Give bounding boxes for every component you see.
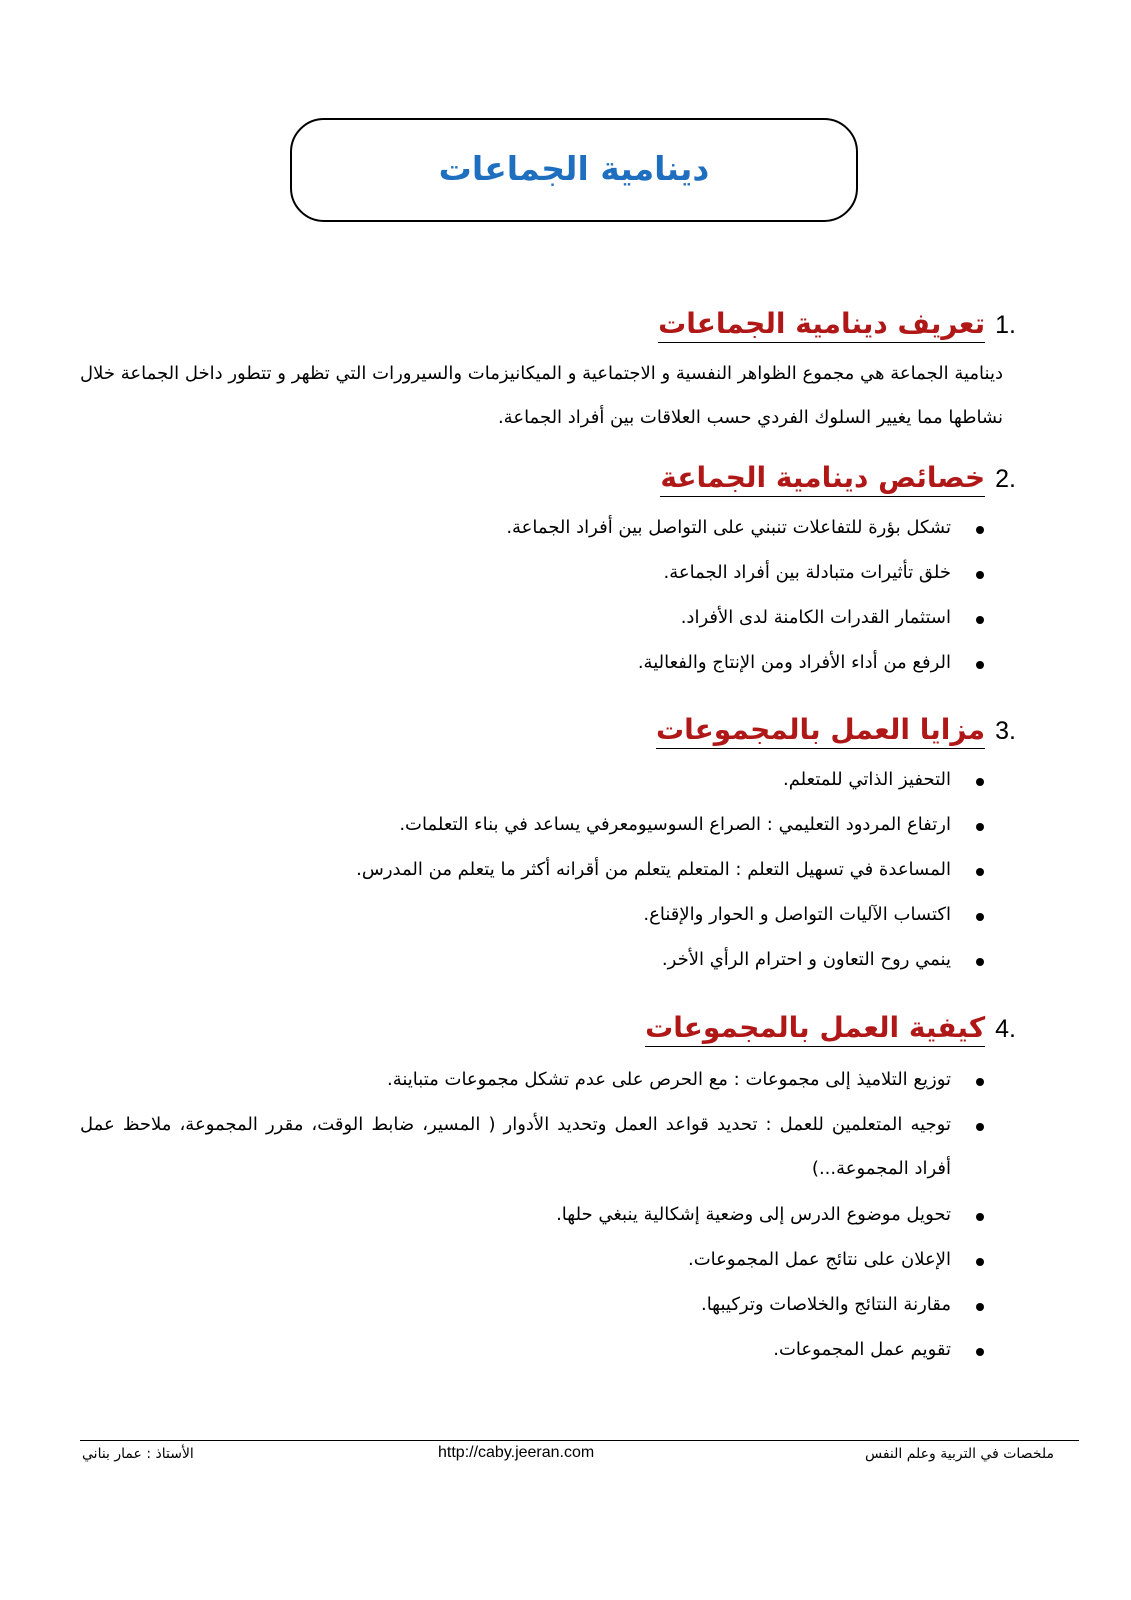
- section-2-list: [80, 506, 951, 686]
- bullet-icon: [976, 526, 984, 534]
- list-item: خلق تأثيرات متبادلة بين أفراد الجماعة.: [80, 551, 951, 596]
- list-item: التحفيز الذاتي للمتعلم.: [80, 758, 951, 803]
- list-item: تشكل بؤرة للتفاعلات تنبني على التواصل بين أفراد الجماعة.: [80, 506, 951, 551]
- list-item: المساعدة في تسهيل التعلم : المتعلم يتعلم من أقرانه أكثر ما يتعلم من المدرس.: [80, 848, 951, 893]
- section-3-list: [80, 758, 951, 983]
- list-item: ارتفاع المردود التعليمي : الصراع السوسيومعرفي يساعد في بناء التعلمات.: [80, 803, 951, 848]
- page-title: دينامية الجماعات: [438, 148, 710, 188]
- section-1-heading: [658, 306, 1016, 343]
- bullet-icon: [976, 1258, 984, 1266]
- section-4-number: .4: [995, 1015, 1016, 1043]
- footer-url: http://caby.jeeran.com: [438, 1444, 595, 1461]
- bullet-icon: [976, 1348, 984, 1356]
- list-item: توزيع التلاميذ إلى مجموعات : مع الحرص على عدم تشكل مجموعات متباينة.: [80, 1058, 951, 1103]
- list-item: مقارنة النتائج والخلاصات وتركيبها.: [80, 1283, 951, 1328]
- list-item: توجيه المتعلمين للعمل : تحديد قواعد العمل وتحديد الأدوار ( المسير، ضابط الوقت، مقرر المجموعة، ملاحظ عمل أفراد المجموعة...): [80, 1103, 951, 1193]
- section-3-number: .3: [995, 717, 1016, 745]
- bullet-icon: [976, 778, 984, 786]
- bullet-icon: [976, 1078, 984, 1086]
- footer-course-title: ملخصات في التربية وعلم النفس: [864, 1446, 1054, 1462]
- section-3-heading: [656, 712, 1016, 749]
- section-2-number: .2: [995, 465, 1016, 493]
- bullet-icon: [976, 823, 984, 831]
- section-2-heading: [660, 460, 1016, 497]
- list-item: استثمار القدرات الكامنة لدى الأفراد.: [80, 596, 951, 641]
- list-item: تحويل موضوع الدرس إلى وضعية إشكالية ينبغي حلها.: [80, 1193, 951, 1238]
- bullet-icon: [976, 1303, 984, 1311]
- footer-divider: [80, 1440, 1079, 1441]
- list-item: تقويم عمل المجموعات.: [80, 1328, 951, 1373]
- section-1-paragraph: دينامية الجماعة هي مجموع الظواهر النفسية و الاجتماعية و الميكانيزمات والسيرورات التي تظهر و تتطور داخل الجماعة خلال نشاطها مما يغيير السلوك الفردي حسب العلاقات بين أفراد الجماعة.: [80, 363, 1003, 428]
- bullet-icon: [976, 1213, 984, 1221]
- list-item: الإعلان على نتائج عمل المجموعات.: [80, 1238, 951, 1283]
- section-1-title: تعريف دينامية الجماعات: [658, 306, 985, 343]
- section-1-number: .1: [995, 311, 1016, 339]
- section-3-title: مزايا العمل بالمجموعات: [656, 712, 985, 749]
- section-4-title: كيفية العمل بالمجموعات: [645, 1010, 985, 1047]
- list-item: ينمي روح التعاون و احترام الرأي الأخر.: [80, 938, 951, 983]
- section-2-title: خصائص دينامية الجماعة: [660, 460, 985, 497]
- bullet-icon: [976, 868, 984, 876]
- section-4-heading: [645, 1010, 1016, 1047]
- title-box: [290, 118, 858, 222]
- bullet-icon: [976, 1123, 984, 1131]
- bullet-icon: [976, 571, 984, 579]
- bullet-icon: [976, 958, 984, 966]
- bullet-icon: [976, 616, 984, 624]
- bullet-icon: [976, 661, 984, 669]
- section-4-list: [80, 1058, 951, 1373]
- footer-author: الأستاذ : عمار بناني: [82, 1446, 194, 1462]
- list-item: الرفع من أداء الأفراد ومن الإنتاج والفعالية.: [80, 641, 951, 686]
- bullet-icon: [976, 913, 984, 921]
- list-item: اكتساب الآليات التواصل و الحوار والإقناع.: [80, 893, 951, 938]
